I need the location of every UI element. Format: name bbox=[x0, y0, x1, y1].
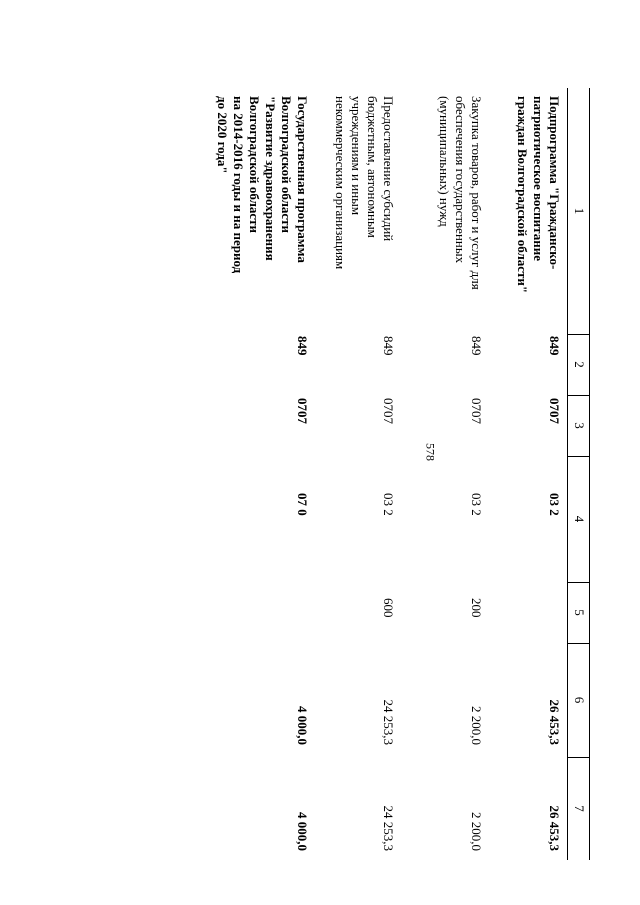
row-1-sum-col7: 26 453,3 bbox=[547, 805, 562, 851]
row-3-sum-col6: 24 253,3 bbox=[381, 699, 396, 745]
header-col-4: 4 bbox=[572, 515, 587, 523]
page-number: 578 bbox=[423, 443, 438, 461]
row-2-expense-type: 200 bbox=[469, 598, 484, 618]
row-2-target-article: 03 2 bbox=[469, 493, 484, 516]
budget-table bbox=[40, 88, 590, 860]
row-3-chapter: 849 bbox=[381, 336, 396, 356]
row-3-target-article: 03 2 bbox=[381, 493, 396, 516]
row-3-expense-type: 600 bbox=[381, 598, 396, 618]
row-1-chapter: 849 bbox=[547, 336, 562, 356]
row-2-description: Закупка товаров, работ и услуг для обеспечения государственных (муниципальных) нужд bbox=[437, 96, 484, 290]
row-1-sum-col6: 26 453,3 bbox=[547, 699, 562, 745]
row-1-section: 0707 bbox=[547, 398, 562, 424]
row-3-description: Предоставление субсидий бюджетным, автономным учреждениям и иным некоммерческим организациям bbox=[333, 96, 396, 270]
row-2-sum-col6: 2 200,0 bbox=[469, 706, 484, 745]
header-col-7: 7 bbox=[572, 805, 587, 812]
row-3-section: 0707 bbox=[381, 398, 396, 424]
row-1-description: Подпрограмма "Гражданско- патриотическое воспитание граждан Волгоградской области" bbox=[515, 96, 562, 294]
row-4-chapter: 849 bbox=[295, 336, 310, 356]
row-2-sum-col7: 2 200,0 bbox=[469, 812, 484, 851]
header-col-2: 2 bbox=[572, 361, 587, 368]
row-4-sum-col7: 4 000,0 bbox=[295, 812, 310, 851]
row-4-description: Государственная программа Волгоградской области "Развитие здравоохранения Волгоградской области на 2014-2016 годы и на период до 2020 года" bbox=[215, 96, 310, 274]
row-4-section: 0707 bbox=[295, 398, 310, 424]
row-4-sum-col6: 4 000,0 bbox=[295, 706, 310, 745]
row-2-chapter: 849 bbox=[469, 336, 484, 356]
header-col-1: 1 bbox=[572, 207, 587, 215]
header-col-6: 6 bbox=[572, 696, 587, 704]
header-col-3: 3 bbox=[572, 422, 587, 429]
row-3-sum-col7: 24 253,3 bbox=[381, 805, 396, 851]
header-col-5: 5 bbox=[572, 609, 587, 616]
row-1-target-article: 03 2 bbox=[547, 493, 562, 516]
row-4-target-article: 07 0 bbox=[295, 493, 310, 516]
row-2-section: 0707 bbox=[469, 398, 484, 424]
